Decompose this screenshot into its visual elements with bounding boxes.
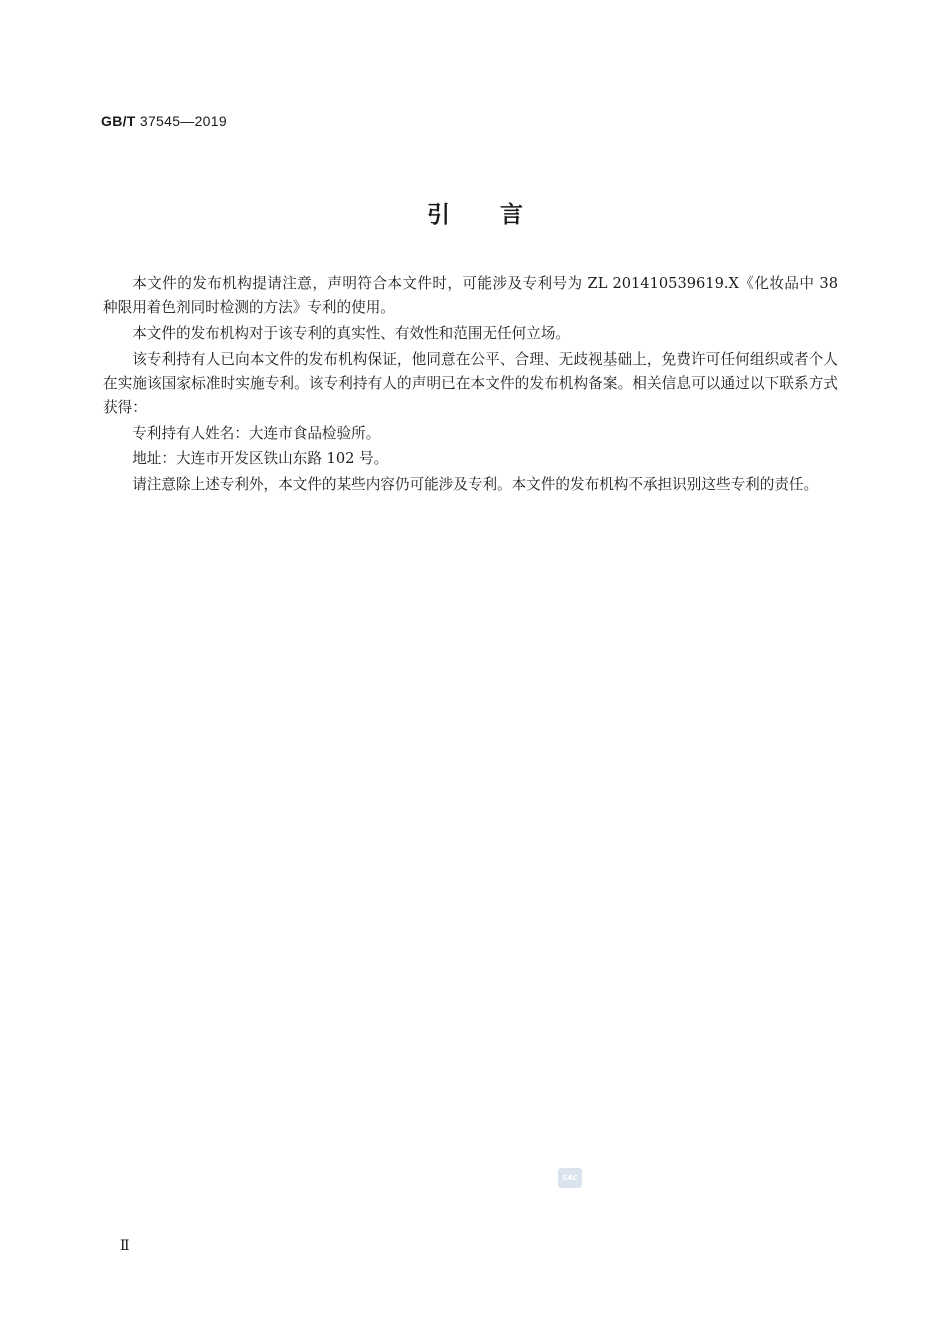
sac-watermark-logo: SAC [558, 1168, 582, 1188]
section-body [103, 272, 838, 499]
section-title: 引言 [427, 202, 573, 228]
paragraph: 专利持有人姓名：大连市食品检验所。 [132, 424, 381, 442]
standard-code [101, 113, 227, 129]
paragraph: 该专利持有人已向本文件的发布机构保证，他同意在公平、合理、无歧视基础上，免费许可任何组织或者个人在实施该国家标准时实施专利。该专利持有人的声明已在本文件的发布机构备案。相关信息可以通过以下联系方式获得： [103, 350, 838, 417]
paragraph: 地址：大连市开发区铁山东路 102 号。 [132, 450, 389, 468]
paragraph: 本文件的发布机构对于该专利的真实性、有效性和范围无任何立场。 [132, 324, 571, 342]
page-number: Ⅱ [120, 1238, 130, 1254]
paragraph: 请注意除上述专利外，本文件的某些内容仍可能涉及专利。本文件的发布机构不承担识别这些专利的责任。 [132, 476, 819, 494]
paragraph: 本文件的发布机构提请注意，声明符合本文件时，可能涉及专利号为 ZL 201410539619.X《化妆品中 38 种限用着色剂同时检测的方法》专利的使用。 [103, 275, 838, 317]
standard-code-number: 37545—2019 [139, 113, 227, 129]
standard-code-prefix: GB/T [101, 113, 136, 129]
